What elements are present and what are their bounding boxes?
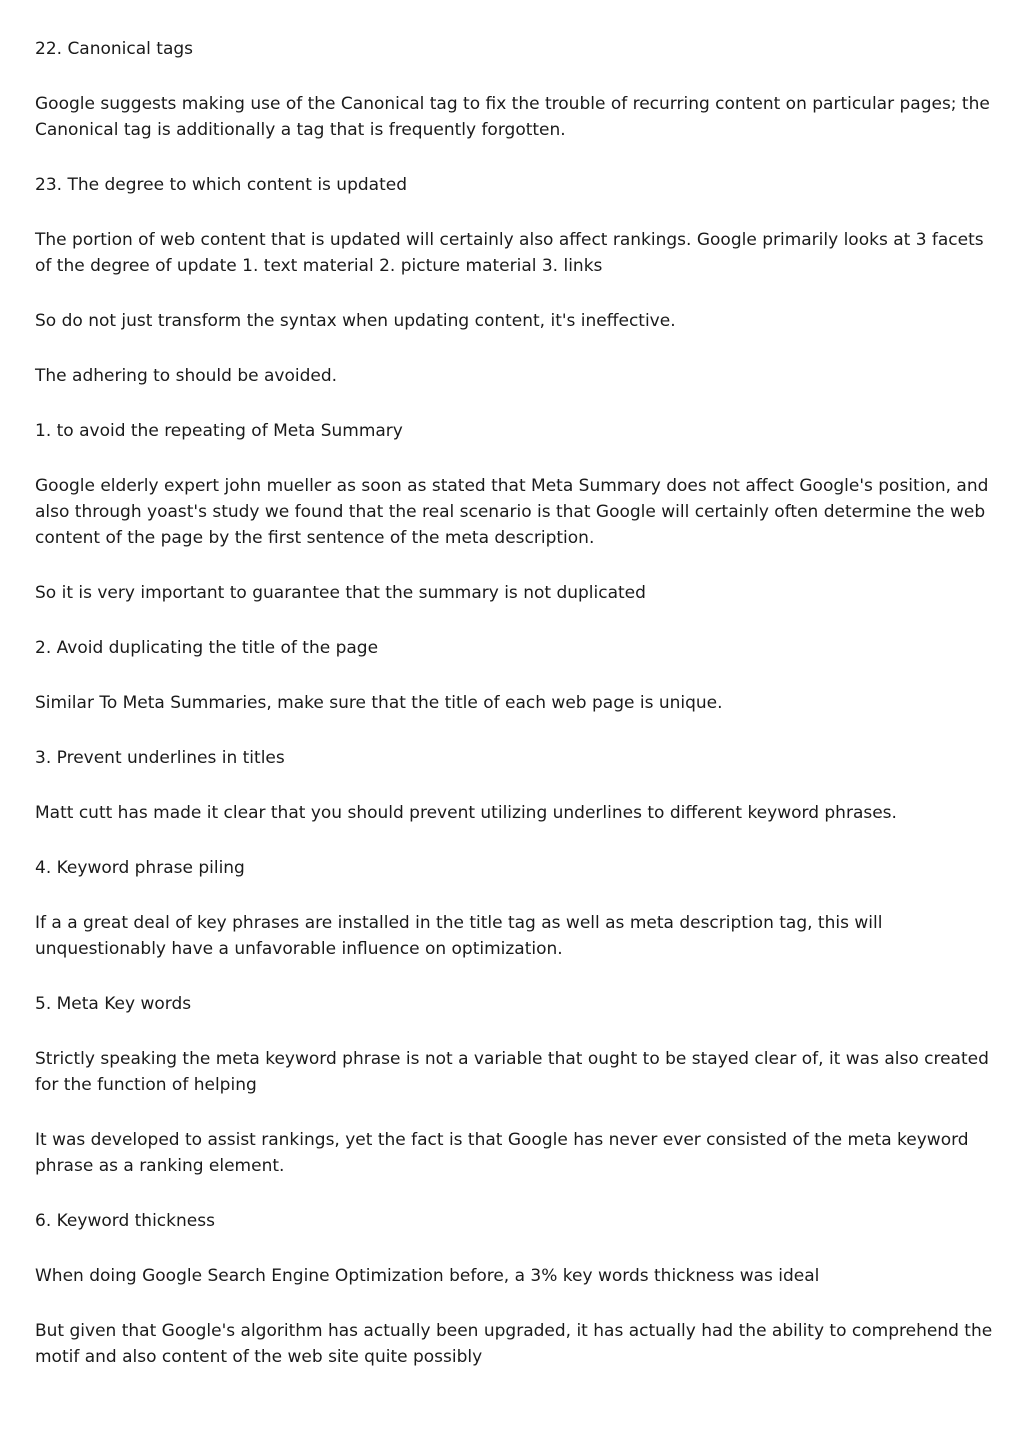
paragraph-avoid-intro: The adhering to should be avoided. [35, 366, 338, 386]
paragraph-keyword-piling: If a a great deal of key phrases are installed in the title tag as well as meta description tag, this will unquestionably have a unfavorable influence on optimization. [35, 913, 883, 959]
paragraph-underlines: Matt cutt has made it clear that you should prevent utilizing underlines to different keyword phrases. [35, 803, 897, 823]
paragraph-duplicate-title: Similar To Meta Summaries, make sure that the title of each web page is unique. [35, 693, 723, 713]
heading-meta-summary: 1. to avoid the repeating of Meta Summary [35, 421, 403, 441]
paragraph-syntax: So do not just transform the syntax when updating content, it's ineffective. [35, 311, 676, 331]
paragraph-content-update: The portion of web content that is updated will certainly also affect rankings. Google primarily looks at 3 facets of the degree of update 1. text material 2. picture material 3. links [35, 230, 984, 276]
heading-duplicate-title: 2. Avoid duplicating the title of the page [35, 638, 379, 658]
paragraph-canonical-tags: Google suggests making use of the Canonical tag to fix the trouble of recurring content on particular pages; the Canonical tag is additionally a tag that is frequently forgotten. [35, 94, 990, 140]
heading-content-update: 23. The degree to which content is updated [35, 175, 407, 195]
paragraph-meta-keywords: Strictly speaking the meta keyword phrase is not a variable that ought to be stayed clear of, it was also created for the function of helping [35, 1049, 989, 1095]
heading-canonical-tags: 22. Canonical tags [35, 39, 194, 59]
heading-keyword-piling: 4. Keyword phrase piling [35, 858, 245, 878]
document-body [35, 36, 995, 1399]
paragraph-meta-keywords-ranking: It was developed to assist rankings, yet the fact is that Google has never ever consisted of the meta keyword phrase as a ranking element. [35, 1130, 969, 1176]
paragraph-algorithm: But given that Google's algorithm has actually been upgraded, it has actually had the ability to comprehend the motif and also content of the web site quite possibly [35, 1321, 993, 1367]
paragraph-summary-duplicate: So it is very important to guarantee that the summary is not duplicated [35, 583, 646, 603]
paragraph-meta-summary: Google elderly expert john mueller as soon as stated that Meta Summary does not affect Google's position, and also through yoast's study we found that the real scenario is that Google will certainly often determine the web content of the page by the first sentence of the meta description. [35, 476, 989, 548]
heading-keyword-thickness: 6. Keyword thickness [35, 1211, 215, 1231]
paragraph-keyword-thickness: When doing Google Search Engine Optimization before, a 3% key words thickness was ideal [35, 1266, 820, 1286]
heading-underlines: 3. Prevent underlines in titles [35, 748, 285, 768]
heading-meta-keywords: 5. Meta Key words [35, 994, 192, 1014]
